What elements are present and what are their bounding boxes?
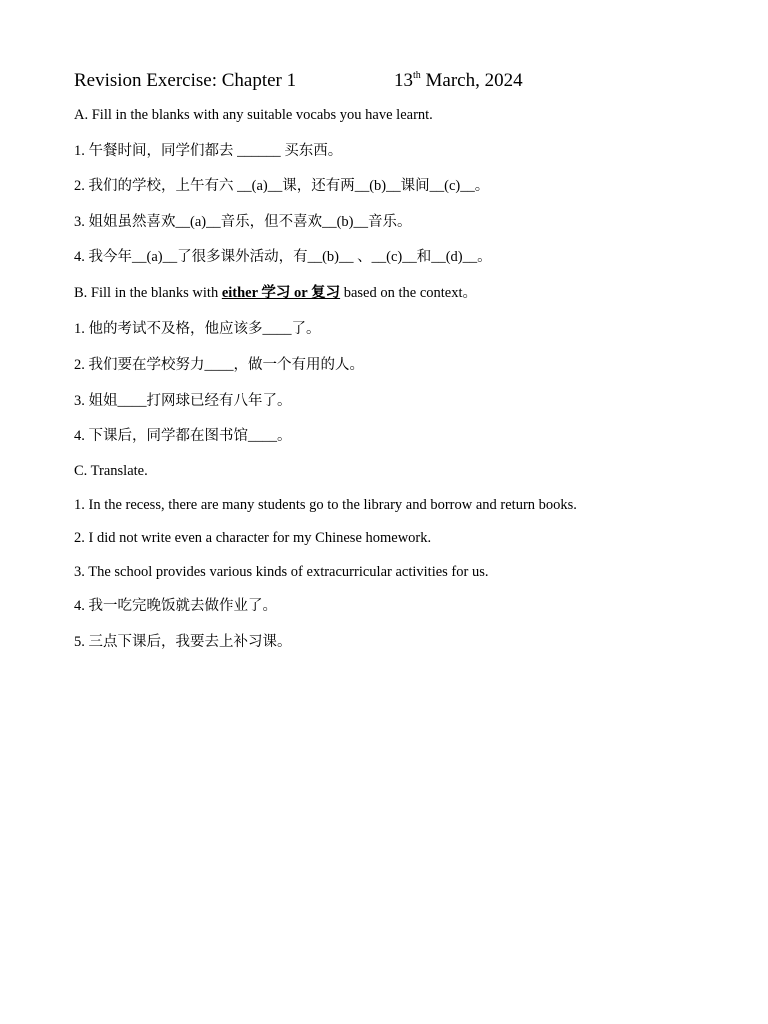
- date-month-year: March, 2024: [420, 70, 523, 91]
- date-suffix: th: [413, 70, 421, 81]
- section-c-heading: C. Translate.: [74, 463, 148, 479]
- date-day: 13: [394, 70, 413, 91]
- section-b-heading-emphasis: either 学习 or 复习: [221, 285, 341, 301]
- section-a-question-3: 3. 姐姐虽然喜欢__(a)__音乐，但不喜欢__(b)__音乐。: [74, 214, 412, 230]
- section-b-heading-suffix: based on the context。: [340, 285, 478, 301]
- section-b-question-2: 2. 我们要在学校努力____，做一个有用的人。: [74, 357, 364, 373]
- section-a-question-2: 2. 我们的学校，上午有六 __(a)__课，还有两__(b)__课间__(c)__。: [74, 178, 490, 194]
- title-row: [74, 68, 714, 94]
- section-b-heading: [74, 283, 477, 303]
- section-b-question-4: 4. 下课后，同学都在图书馆____。: [74, 428, 292, 444]
- page-date: [394, 68, 523, 94]
- section-a-heading: A. Fill in the blanks with any suitable vocabs you have learnt.: [74, 107, 433, 123]
- section-c-question-2: 2. I did not write even a character for my Chinese homework.: [74, 530, 432, 546]
- section-b-question-3: 3. 姐姐____打网球已经有八年了。: [74, 393, 292, 409]
- section-b-question-1: 1. 他的考试不及格，他应该多____了。: [74, 321, 321, 337]
- section-b-heading-prefix: B. Fill in the blanks with: [74, 285, 222, 301]
- section-a-question-1: 1. 午餐时间，同学们都去 ______ 买东西。: [74, 143, 343, 159]
- section-c-question-4: 4. 我一吃完晚饭就去做作业了。: [74, 598, 277, 614]
- page-title: Revision Exercise: Chapter 1: [74, 70, 297, 91]
- section-a-question-4: 4. 我今年__(a)__了很多课外活动，有__(b)__ 、__(c)__和__(d)__。: [74, 249, 492, 265]
- worksheet-page: [74, 68, 714, 650]
- section-c-question-1: 1. In the recess, there are many students go to the library and borrow and return books.: [74, 497, 577, 513]
- section-c-question-5: 5. 三点下课后，我要去上补习课。: [74, 634, 292, 650]
- section-c-question-3: 3. The school provides various kinds of extracurricular activities for us.: [74, 564, 489, 580]
